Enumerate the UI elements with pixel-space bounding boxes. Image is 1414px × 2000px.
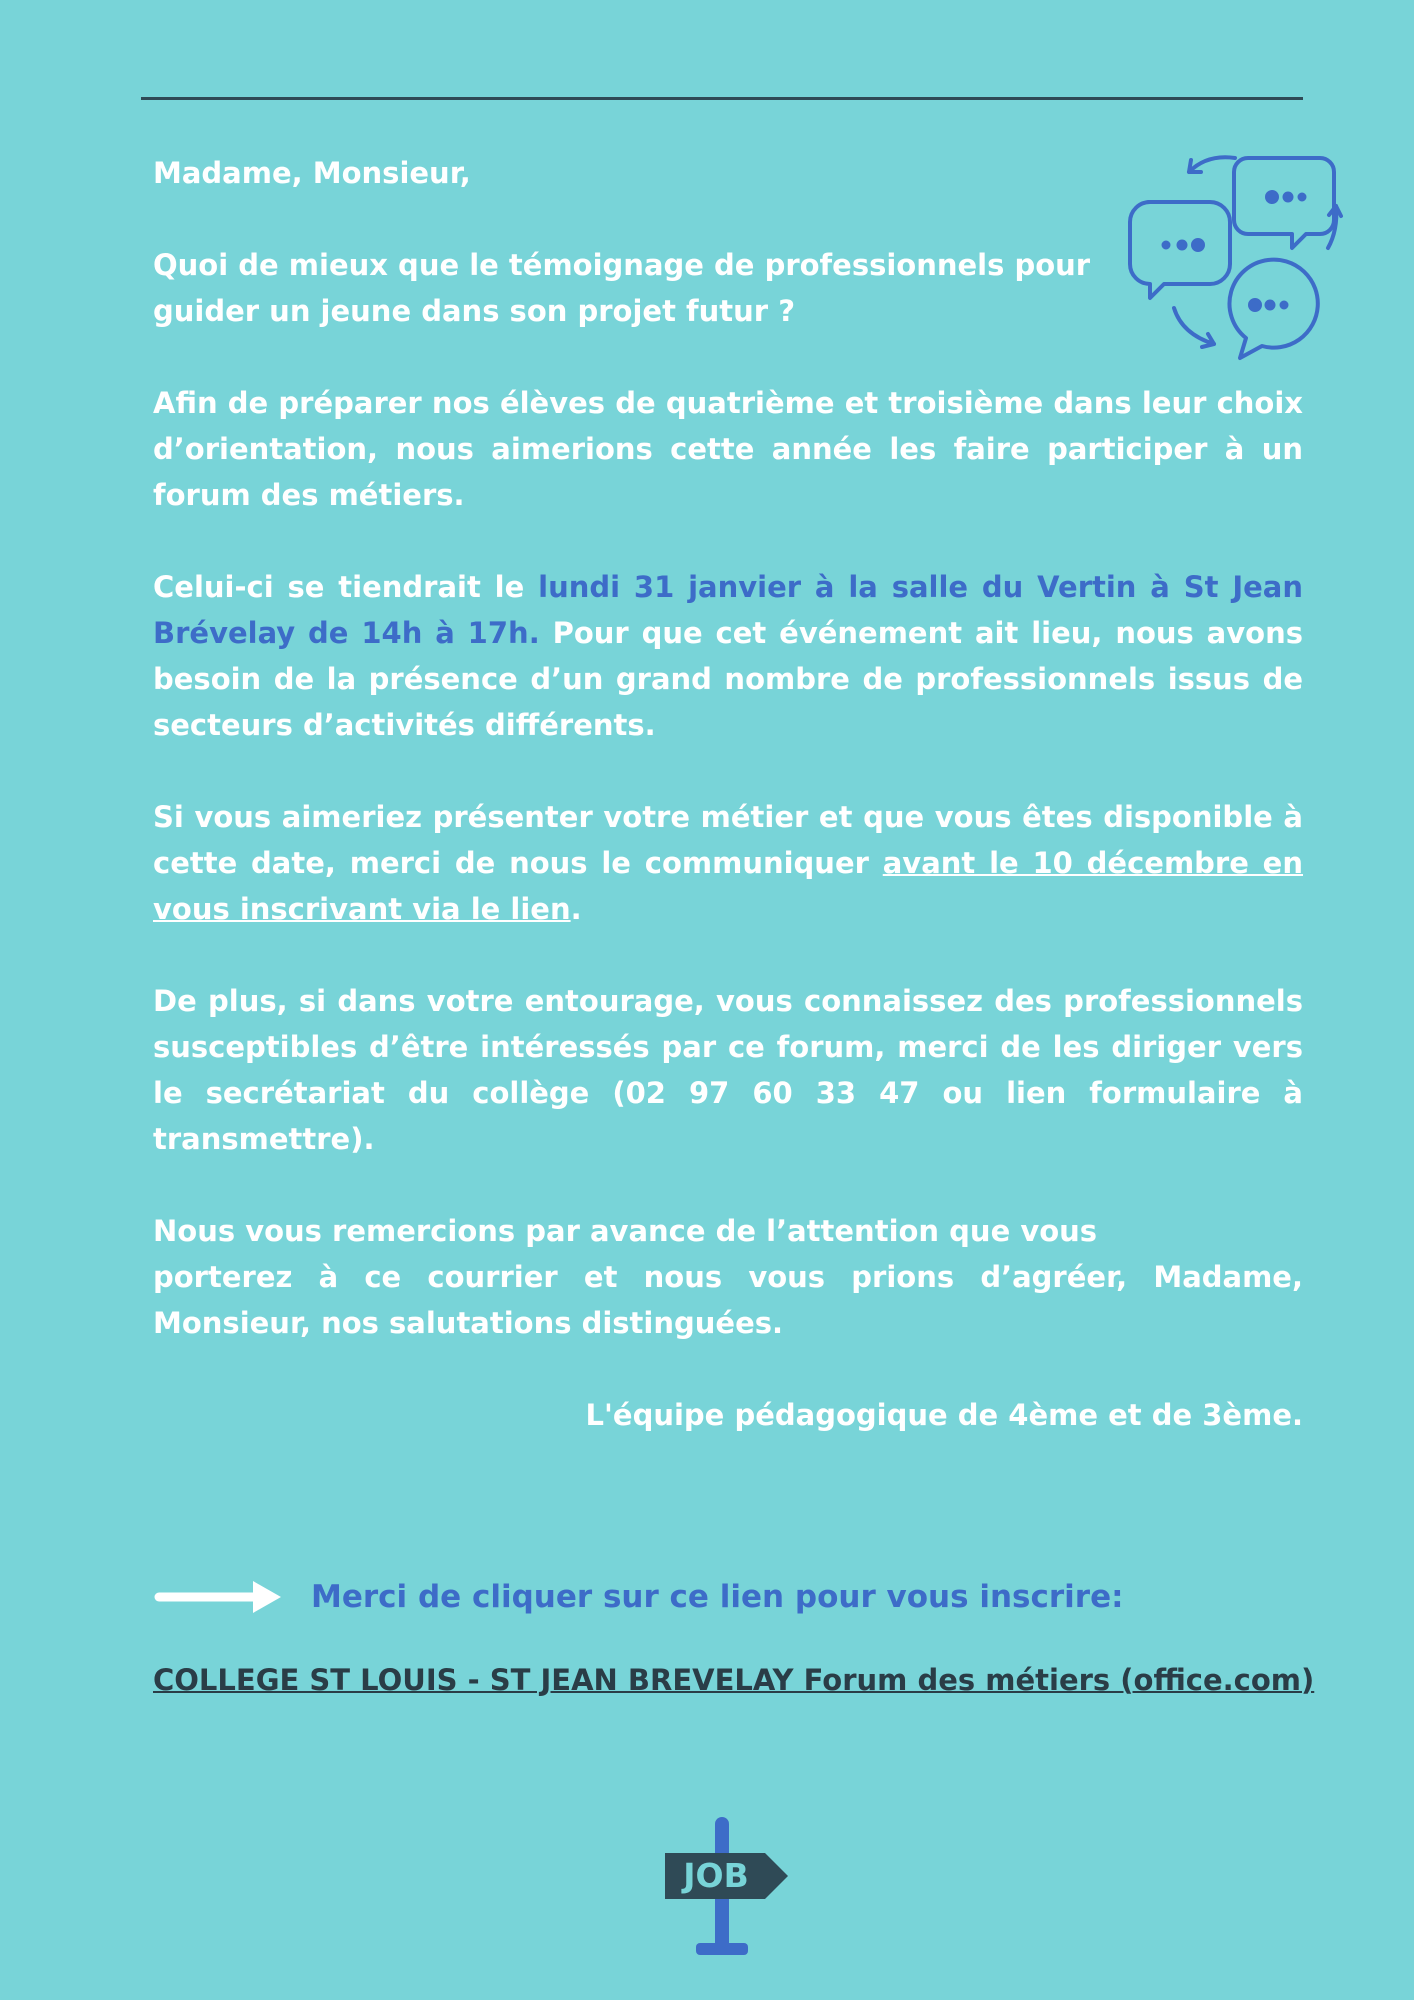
- event-date-highlight: lundi 31 janvier à la salle du Vertin à St Jean Brévelay de 14h à 17h.: [153, 570, 1303, 650]
- call-to-action: [153, 1572, 1124, 1622]
- paragraph-registration: [153, 794, 1303, 932]
- paragraph-closing: [153, 1208, 1303, 1346]
- closing-line-1: Nous vous remercions par avance de l’attention que vous: [153, 1214, 1098, 1248]
- paragraph-event: [153, 564, 1303, 748]
- intro-paragraph: Quoi de mieux que le témoignage de professionnels pour guider un jeune dans son projet futur ?: [153, 248, 1091, 328]
- cta-text: Merci de cliquer sur ce lien pour vous inscrire:: [311, 1579, 1124, 1615]
- event-text-end: Pour que cet événement ait lieu, nous avons besoin de la présence d’un grand nombre de professionnels issus de secteurs d’activités différents.: [153, 616, 1303, 742]
- signature: L'équipe pédagogique de 4ème et de 3ème.: [585, 1398, 1303, 1432]
- letter-body: [153, 150, 1303, 1484]
- job-label: JOB: [683, 1856, 749, 1895]
- paragraph-forum: Afin de préparer nos élèves de quatrième et troisième dans leur choix d’orientation, nous aimerions cette année les faire participer à un forum des métiers.: [153, 386, 1303, 512]
- arrow-right-icon: [153, 1577, 283, 1617]
- registration-text-end: .: [570, 892, 582, 926]
- registration-link[interactable]: COLLEGE ST LOUIS - ST JEAN BREVELAY Forum des métiers (office.com): [153, 1663, 1315, 1697]
- registration-text-start: Si vous aimeriez présenter votre métier et que vous êtes disponible à cette date, merci de nous le communiquer: [153, 800, 1303, 880]
- registration-deadline: avant le 10 décembre en vous inscrivant via le lien: [153, 846, 1304, 926]
- event-text-start: Celui-ci se tiendrait le: [153, 570, 539, 604]
- paragraph-network: De plus, si dans votre entourage, vous connaissez des professionnels susceptibles d’être intéressés par ce forum, merci de les diriger vers le secrétariat du collège (02 97 60 33 47 ou lien formulaire à transmettre).: [153, 984, 1303, 1156]
- job-signpost-icon: [660, 1815, 794, 1957]
- closing-rest: porterez à ce courrier et nous vous prions d’agréer, Madame, Monsieur, nos salutations distinguées.: [153, 1260, 1303, 1340]
- salutation: Madame, Monsieur,: [153, 156, 471, 190]
- top-divider: [141, 97, 1303, 100]
